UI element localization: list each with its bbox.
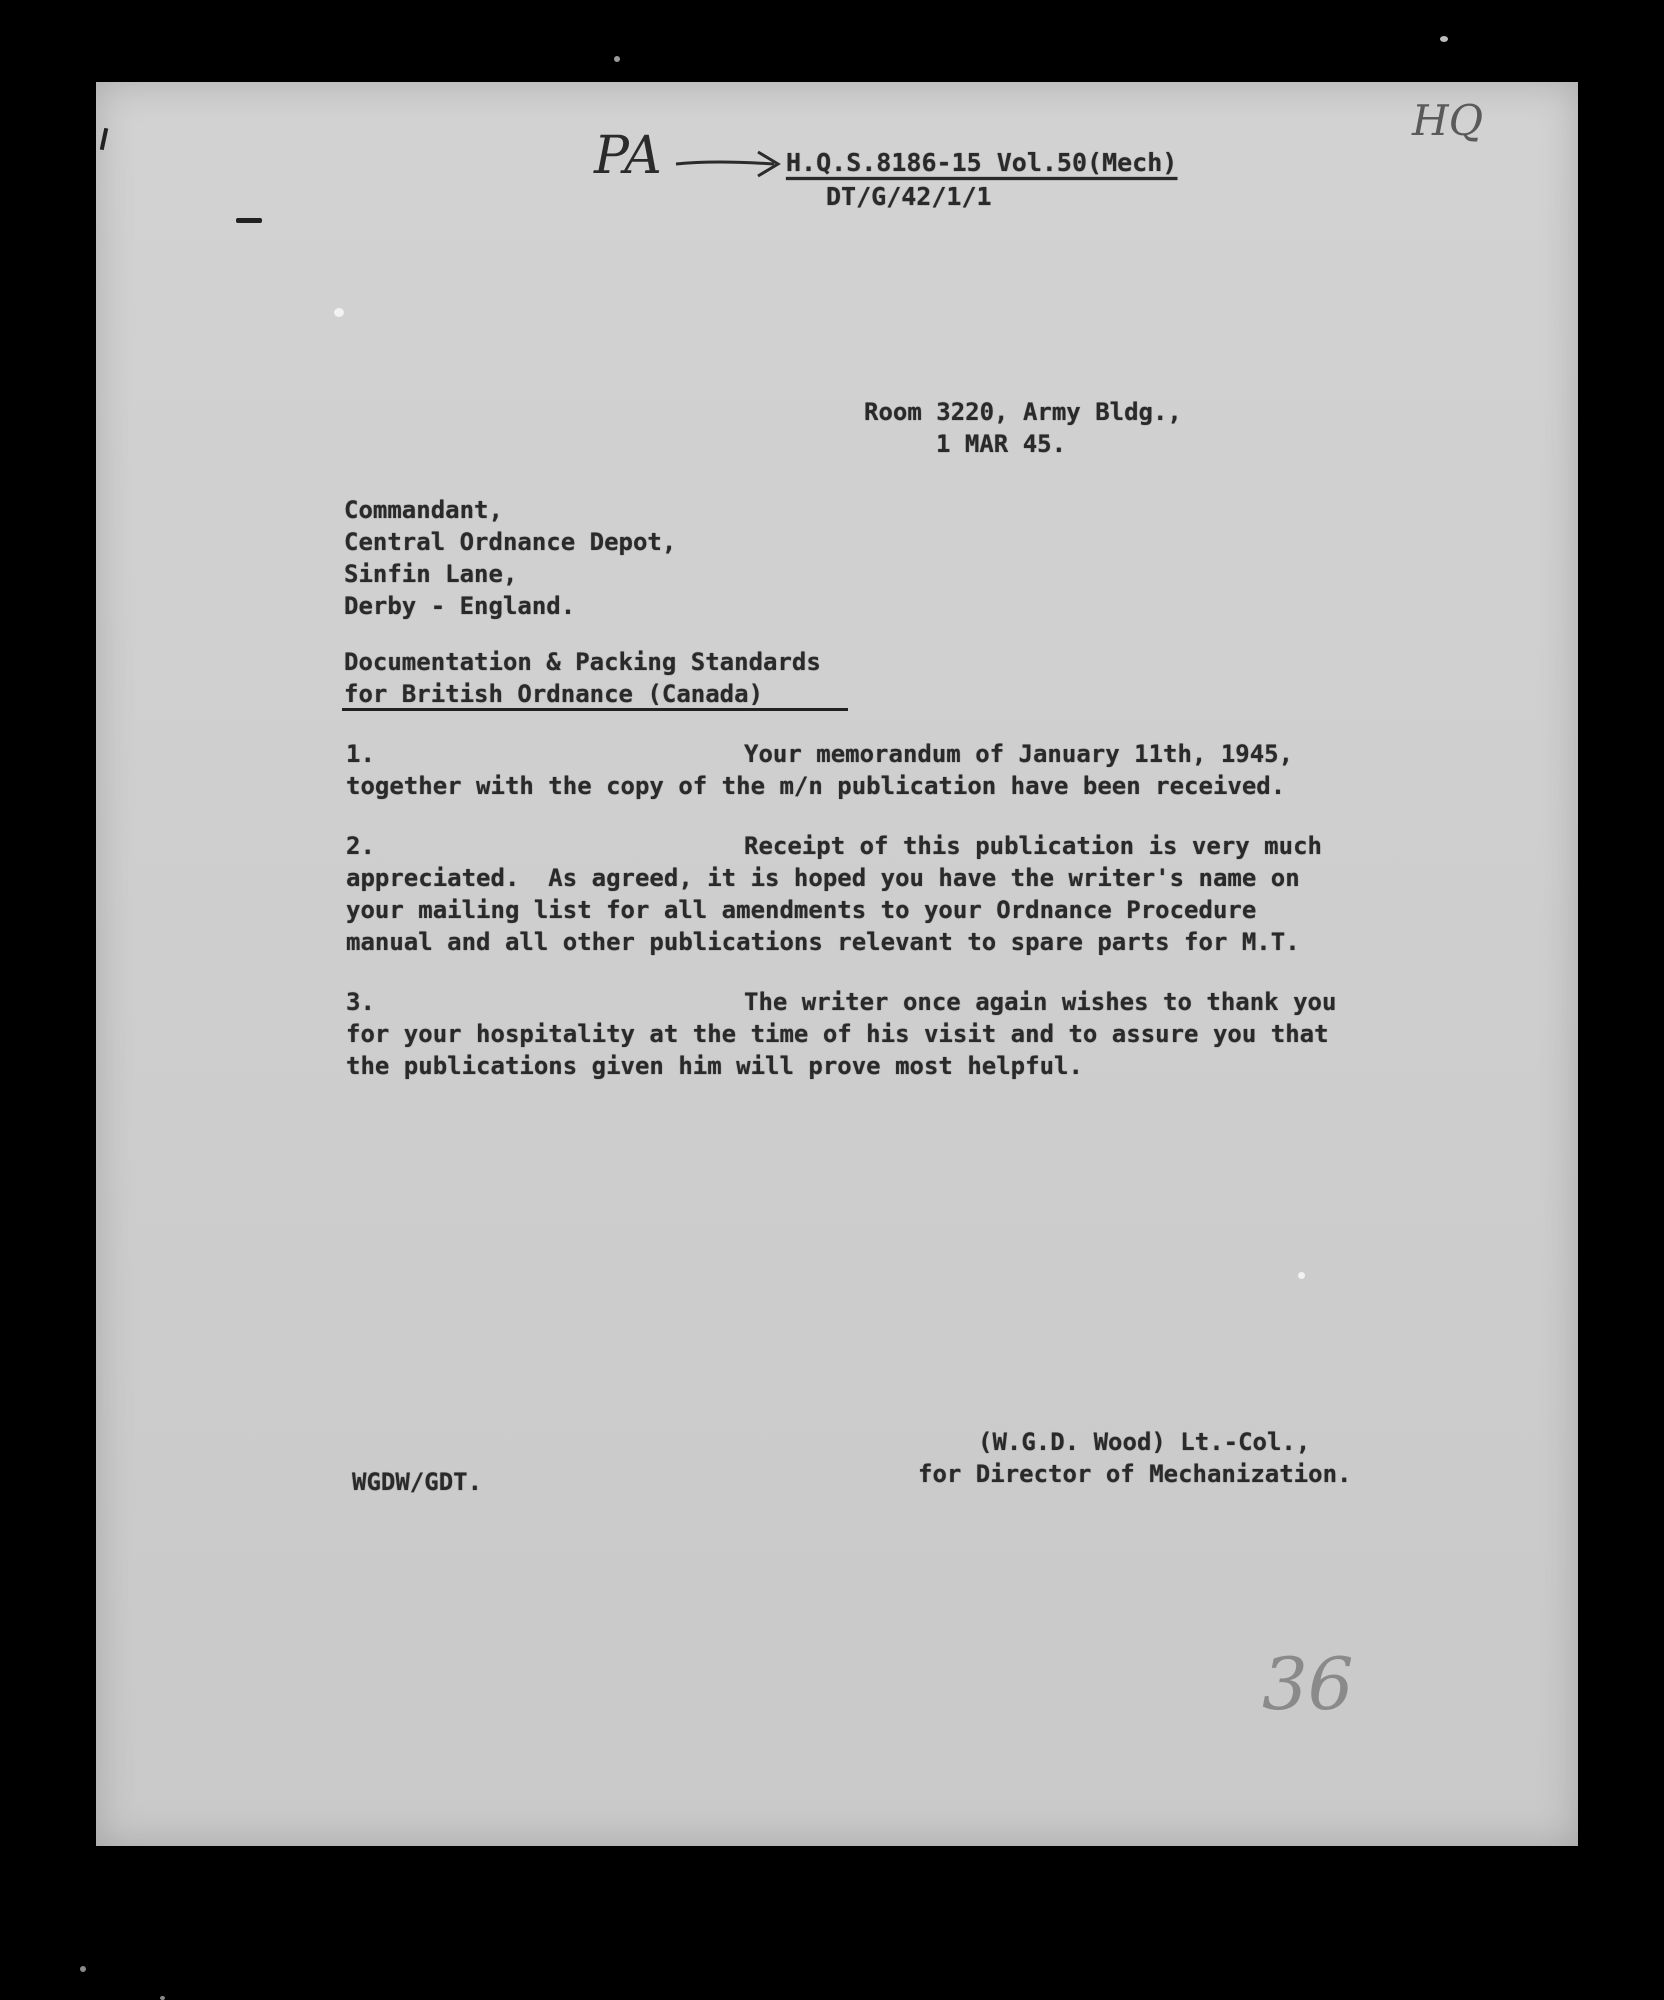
paragraph-2-line-3: your mailing list for all amendments to your Ordnance Procedure: [346, 896, 1257, 924]
scan-speck: [1298, 1272, 1305, 1279]
sender-address-line: Room 3220, Army Bldg.,: [864, 398, 1182, 426]
paragraph-2-line-4: manual and all other publications relevant to spare parts for M.T.: [346, 928, 1300, 956]
scan-speck: [1440, 36, 1448, 42]
margin-tick-mark: [100, 128, 108, 150]
corner-note: HQ: [1412, 96, 1484, 145]
hole-punch-mark: [236, 218, 262, 223]
scan-speck: [614, 56, 620, 62]
signature-line-1: (W.G.D. Wood) Lt.-Col.,: [978, 1428, 1311, 1456]
handwritten-arrow-icon: [674, 142, 786, 182]
scan-speck: [80, 1966, 86, 1972]
handwritten-initials: PA: [594, 126, 662, 186]
reference-initials: WGDW/GDT.: [352, 1468, 483, 1496]
paragraph-1-line-2: together with the copy of the m/n publication have been received.: [346, 772, 1286, 800]
paragraph-3-number: 3.: [346, 988, 375, 1016]
scan-speck: [334, 308, 344, 317]
paragraph-3-line-3: the publications given him will prove most helpful.: [346, 1052, 1083, 1080]
recipient-line-4: Derby - England.: [344, 592, 576, 620]
recipient-line-2: Central Ordnance Depot,: [344, 528, 677, 556]
scan-speck: [160, 1996, 165, 2000]
handwritten-page-number: 36: [1262, 1642, 1354, 1726]
subject-line-1: Documentation & Packing Standards: [344, 648, 821, 676]
paragraph-1-number: 1.: [346, 740, 375, 768]
file-reference: H.Q.S.8186-15 Vol.50(Mech): [786, 148, 1178, 177]
subject-underline: [342, 708, 848, 711]
paragraph-2-number: 2.: [346, 832, 375, 860]
sub-reference: DT/G/42/1/1: [826, 182, 992, 211]
signature-line-2: for Director of Mechanization.: [918, 1460, 1352, 1488]
letter-date: 1 MAR 45.: [936, 430, 1067, 458]
paragraph-1-line-1: Your memorandum of January 11th, 1945,: [744, 740, 1294, 768]
recipient-line-3: Sinfin Lane,: [344, 560, 518, 588]
paragraph-3-line-2: for your hospitality at the time of his visit and to assure you that: [346, 1020, 1329, 1048]
letter-page: [96, 82, 1578, 1846]
paragraph-2-line-2: appreciated. As agreed, it is hoped you have the writer's name on: [346, 864, 1300, 892]
paragraph-2-line-1: Receipt of this publication is very much: [744, 832, 1322, 860]
recipient-line-1: Commandant,: [344, 496, 503, 524]
paragraph-3-line-1: The writer once again wishes to thank you: [744, 988, 1337, 1016]
subject-line-2: for British Ordnance (Canada): [344, 680, 764, 708]
